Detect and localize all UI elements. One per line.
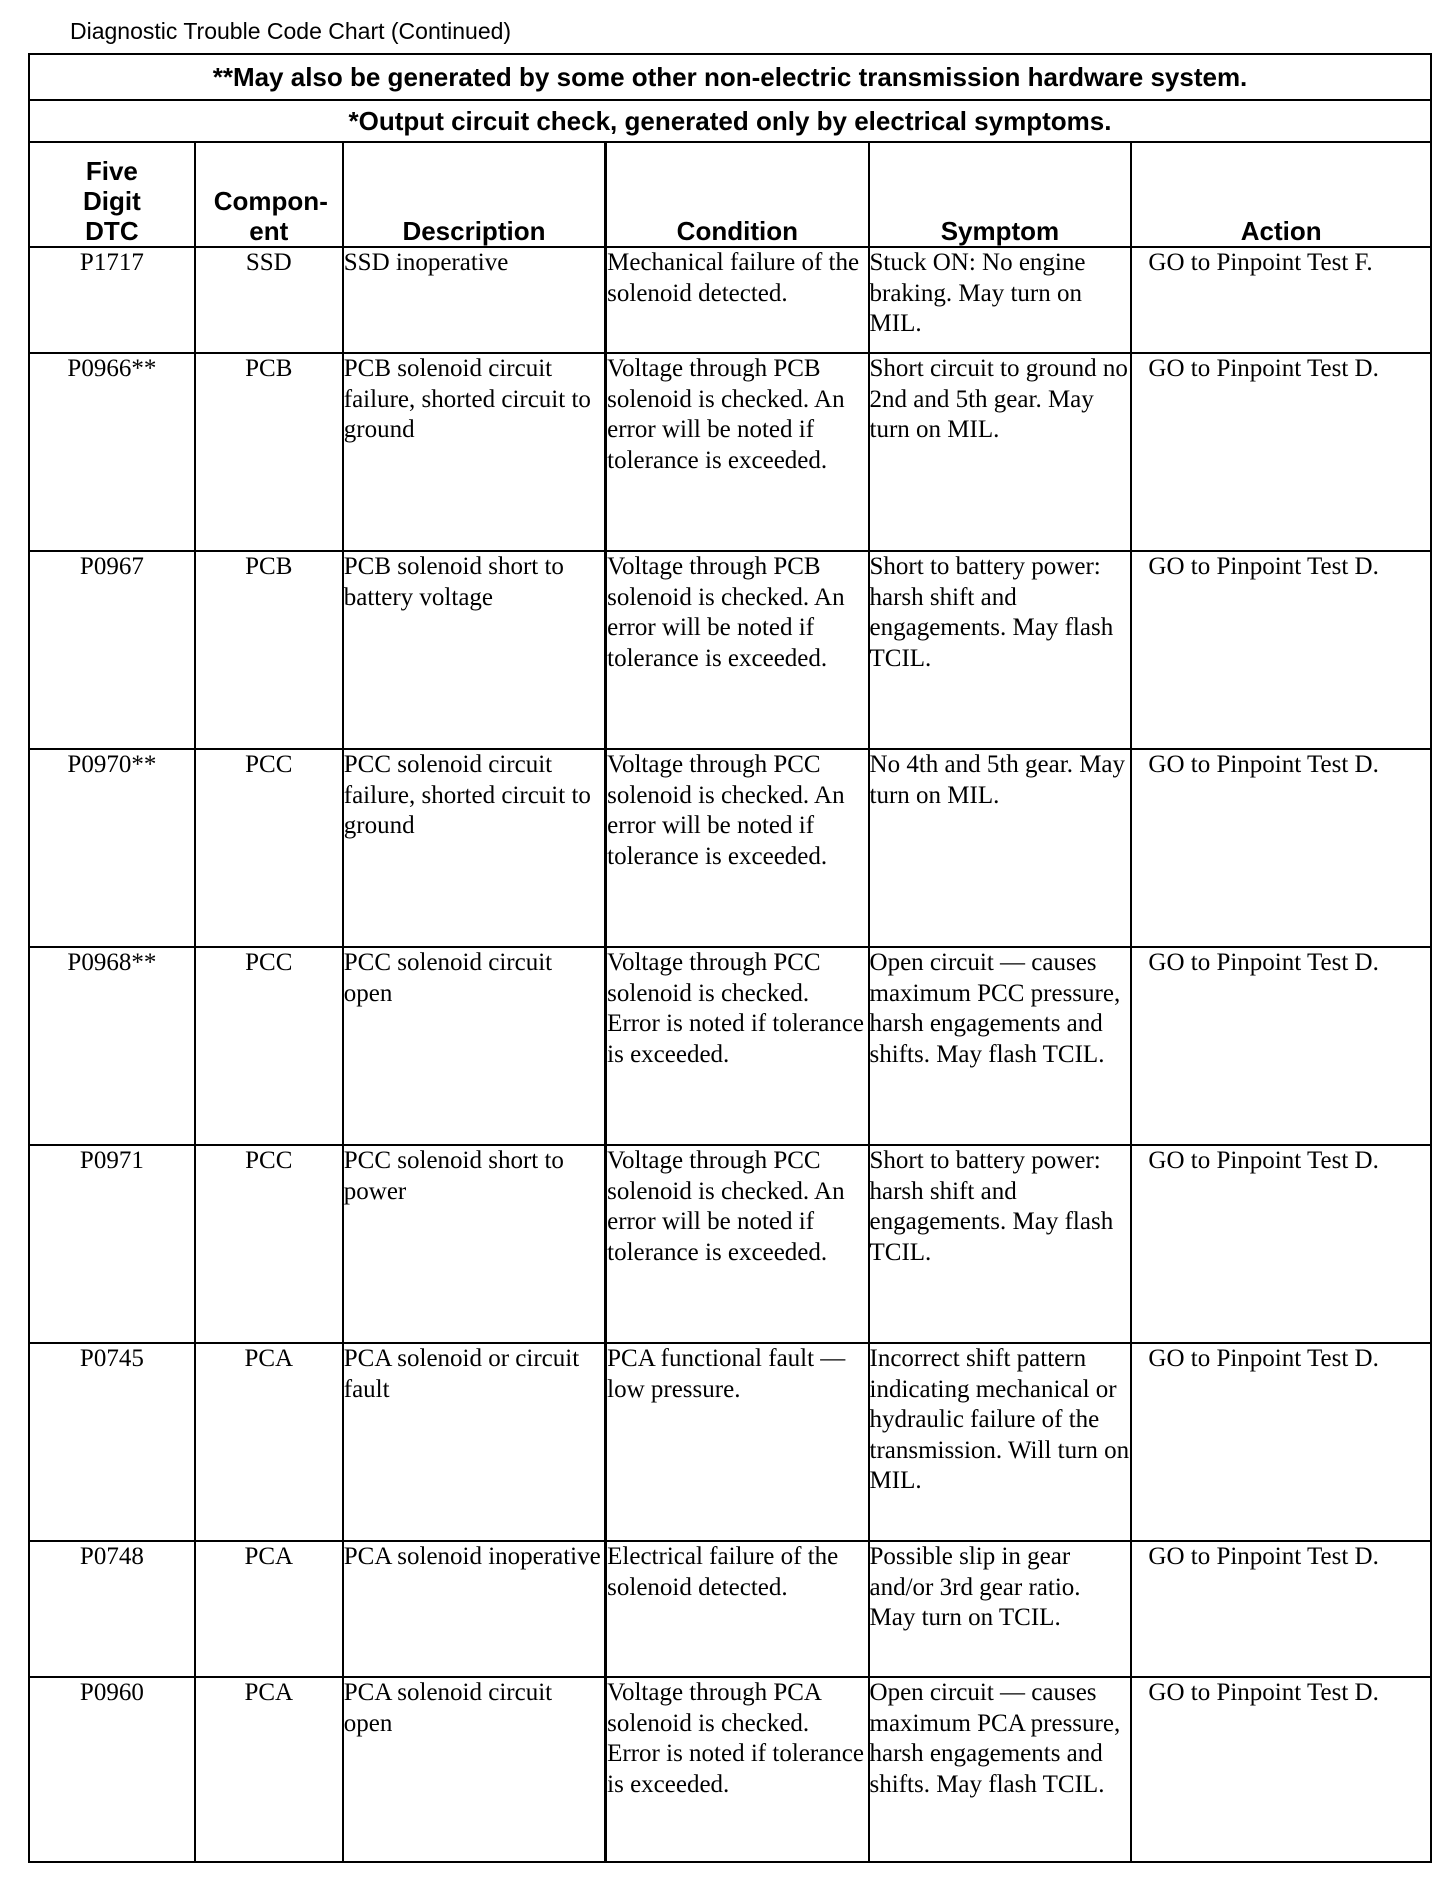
dtc-code-cell: P0748: [29, 1541, 195, 1677]
symptom-cell: Stuck ON: No engine braking. May turn on MIL.: [869, 247, 1132, 353]
table-row: [29, 1145, 1431, 1343]
dtc-code-cell: P0966**: [29, 353, 195, 551]
description-cell: PCA solenoid circuit open: [343, 1677, 606, 1862]
action-cell: GO to Pinpoint Test D.: [1131, 1677, 1431, 1862]
condition-cell: Voltage through PCC solenoid is checked. Error is noted if tolerance is exceeded.: [606, 947, 869, 1145]
dtc-code-cell: P0970**: [29, 749, 195, 947]
component-cell: PCB: [195, 353, 343, 551]
condition-cell: Mechanical failure of the solenoid detected.: [606, 247, 869, 353]
symptom-cell: Short circuit to ground no 2nd and 5th gear. May turn on MIL.: [869, 353, 1132, 551]
action-cell: GO to Pinpoint Test D.: [1131, 947, 1431, 1145]
col-header-code-label: Five Digit DTC: [82, 156, 141, 246]
dtc-code-cell: P0960: [29, 1677, 195, 1862]
description-cell: PCA solenoid inoperative: [343, 1541, 606, 1677]
condition-cell: Voltage through PCC solenoid is checked. An error will be noted if tolerance is exceeded.: [606, 1145, 869, 1343]
action-cell: GO to Pinpoint Test D.: [1131, 353, 1431, 551]
note-output: *Output circuit check, generated only by electrical symptoms.: [29, 100, 1431, 142]
dtc-code-cell: P0745: [29, 1343, 195, 1541]
table-row: [29, 247, 1431, 353]
table-row: [29, 749, 1431, 947]
col-header-component: [195, 142, 343, 247]
description-cell: PCC solenoid circuit failure, shorted circuit to ground: [343, 749, 606, 947]
condition-cell: Voltage through PCA solenoid is checked. Error is noted if tolerance is exceeded.: [606, 1677, 869, 1862]
symptom-cell: Short to battery power: harsh shift and engagements. May flash TCIL.: [869, 1145, 1132, 1343]
description-cell: PCC solenoid short to power: [343, 1145, 606, 1343]
table-row: [29, 1677, 1431, 1862]
component-cell: PCA: [195, 1677, 343, 1862]
symptom-cell: Open circuit — causes maximum PCA pressure, harsh engagements and shifts. May flash TCIL.: [869, 1677, 1132, 1862]
description-cell: PCB solenoid short to battery voltage: [343, 551, 606, 749]
component-cell: PCC: [195, 947, 343, 1145]
table-row: [29, 1541, 1431, 1677]
col-header-component-label: Compon- ent: [213, 186, 328, 246]
table-body: [29, 247, 1431, 1862]
action-cell: GO to Pinpoint Test D.: [1131, 1145, 1431, 1343]
component-cell: PCC: [195, 749, 343, 947]
condition-cell: PCA functional fault — low pressure.: [606, 1343, 869, 1541]
col-header-action: Action: [1131, 142, 1431, 247]
component-cell: PCA: [195, 1541, 343, 1677]
component-cell: PCC: [195, 1145, 343, 1343]
dtc-code-cell: P0971: [29, 1145, 195, 1343]
symptom-cell: Possible slip in gear and/or 3rd gear ratio. May turn on TCIL.: [869, 1541, 1132, 1677]
symptom-cell: Incorrect shift pattern indicating mechanical or hydraulic failure of the transmission. Will turn on MIL.: [869, 1343, 1132, 1541]
symptom-cell: No 4th and 5th gear. May turn on MIL.: [869, 749, 1132, 947]
table-header-row: [29, 142, 1431, 247]
description-cell: PCA solenoid or circuit fault: [343, 1343, 606, 1541]
component-cell: PCA: [195, 1343, 343, 1541]
action-cell: GO to Pinpoint Test D.: [1131, 1541, 1431, 1677]
table-row: [29, 551, 1431, 749]
table-row: [29, 1343, 1431, 1541]
col-header-code: [29, 142, 195, 247]
condition-cell: Electrical failure of the solenoid detected.: [606, 1541, 869, 1677]
dtc-code-cell: P0967: [29, 551, 195, 749]
dtc-code-cell: P1717: [29, 247, 195, 353]
col-header-description: Description: [343, 142, 606, 247]
action-cell: GO to Pinpoint Test D.: [1131, 749, 1431, 947]
component-cell: PCB: [195, 551, 343, 749]
note-row-hardware: [29, 54, 1431, 100]
dtc-table: [28, 53, 1432, 1863]
description-cell: PCC solenoid circuit open: [343, 947, 606, 1145]
dtc-code-cell: P0968**: [29, 947, 195, 1145]
table-row: [29, 947, 1431, 1145]
note-hardware: **May also be generated by some other non-electric transmission hardware system.: [29, 54, 1431, 100]
action-cell: GO to Pinpoint Test F.: [1131, 247, 1431, 353]
symptom-cell: Open circuit — causes maximum PCC pressure, harsh engagements and shifts. May flash TCIL.: [869, 947, 1132, 1145]
col-header-condition: Condition: [606, 142, 869, 247]
symptom-cell: Short to battery power: harsh shift and engagements. May flash TCIL.: [869, 551, 1132, 749]
table-row: [29, 353, 1431, 551]
description-cell: PCB solenoid circuit failure, shorted circuit to ground: [343, 353, 606, 551]
note-row-output: [29, 100, 1431, 142]
condition-cell: Voltage through PCC solenoid is checked. An error will be noted if tolerance is exceeded.: [606, 749, 869, 947]
component-cell: SSD: [195, 247, 343, 353]
condition-cell: Voltage through PCB solenoid is checked. An error will be noted if tolerance is exceeded.: [606, 551, 869, 749]
page-title: Diagnostic Trouble Code Chart (Continued): [70, 18, 512, 44]
col-header-symptom: Symptom: [869, 142, 1132, 247]
condition-cell: Voltage through PCB solenoid is checked. An error will be noted if tolerance is exceeded.: [606, 353, 869, 551]
description-cell: SSD inoperative: [343, 247, 606, 353]
action-cell: GO to Pinpoint Test D.: [1131, 1343, 1431, 1541]
action-cell: GO to Pinpoint Test D.: [1131, 551, 1431, 749]
